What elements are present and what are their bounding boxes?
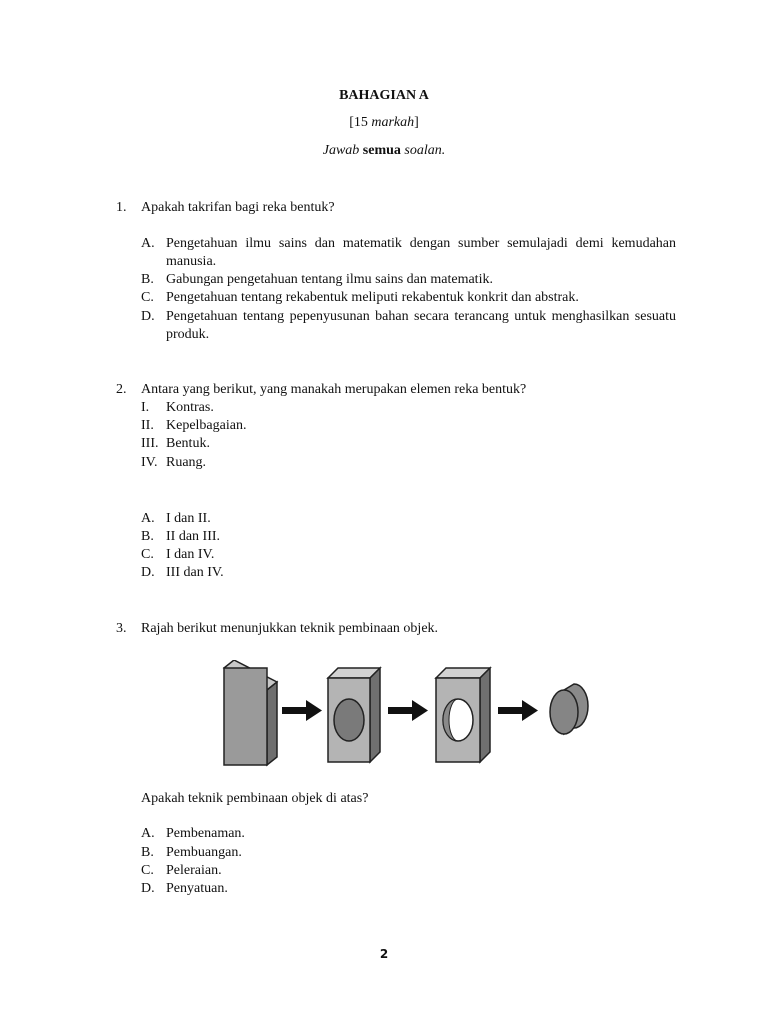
q3-option-c: [141, 862, 676, 880]
option-label: D.: [141, 565, 155, 580]
option-label: A.: [141, 511, 155, 526]
q2-item-i: I. Kontras.: [141, 400, 214, 415]
section-marks: [15 markah]: [349, 115, 419, 130]
option-text: II dan III.: [166, 529, 221, 544]
q3-text: Rajah berikut menunjukkan teknik pembinaan objek.: [141, 621, 439, 636]
option-text: I dan IV.: [166, 547, 215, 562]
q1-option-c: [141, 289, 676, 307]
option-text: Pembuangan.: [166, 845, 242, 860]
q2-text: Antara yang berikut, yang manakah merupakan elemen reka bentuk?: [141, 382, 527, 397]
option-text: Pembenaman.: [166, 826, 245, 841]
page-number: 2: [379, 947, 389, 961]
option-text: Pengetahuan ilmu sains dan matematik dengan sumber semulajadi demi kemudahan manusia.: [166, 236, 676, 269]
arrow-2-icon: [388, 700, 428, 721]
option-label: C.: [141, 863, 154, 878]
option-label: D.: [141, 309, 155, 324]
q3-option-d: [141, 880, 676, 898]
q3-question: Apakah teknik pembinaan objek di atas?: [141, 791, 369, 806]
option-label: B.: [141, 529, 154, 544]
disc-shape: [550, 684, 588, 734]
option-label: C.: [141, 290, 154, 305]
section-title: BAHAGIAN A: [339, 88, 429, 103]
q2-option-b: [141, 528, 676, 546]
q1-option-d: [141, 308, 676, 344]
option-text: I dan II.: [166, 511, 211, 526]
q2-option-a: [141, 510, 676, 528]
option-text: III dan IV.: [166, 565, 224, 580]
q2-option-d: [141, 564, 676, 582]
option-label: A.: [141, 236, 155, 251]
q2-item-iv: IV. Ruang.: [141, 455, 207, 470]
q3-option-b: [141, 844, 676, 862]
section-instruction: Jawab semua soalan.: [322, 143, 446, 158]
option-label: D.: [141, 881, 155, 896]
q2-number: 2.: [116, 382, 127, 397]
option-text: Gabungan pengetahuan tentang ilmu sains dan matematik.: [166, 272, 493, 287]
option-text: Penyatuan.: [166, 881, 228, 896]
option-text: Pengetahuan tentang rekabentuk meliputi rekabentuk konkrit dan abstrak.: [166, 290, 579, 305]
q1-option-a: [141, 235, 676, 271]
q3-option-a: [141, 825, 676, 843]
option-text: Peleraian.: [166, 863, 222, 878]
hollow-block-shape: [436, 668, 490, 762]
q1-number: 1.: [116, 200, 127, 215]
option-label: C.: [141, 547, 154, 562]
q2-item-ii: II. Kepelbagaian.: [141, 418, 247, 433]
arrow-1-icon: [282, 700, 322, 721]
construction-technique-figure: [212, 660, 612, 770]
q3-number: 3.: [116, 621, 127, 636]
option-text: Pengetahuan tentang pepenyusunan bahan secara terancang untuk menghasilkan sesuatu produk.: [166, 309, 676, 342]
marked-block-shape: [328, 668, 380, 762]
solid-block-shape: [224, 660, 277, 765]
q2-option-c: [141, 546, 676, 564]
option-label: B.: [141, 272, 154, 287]
q1-text: Apakah takrifan bagi reka bentuk?: [141, 200, 335, 215]
q1-option-b: [141, 271, 676, 289]
q2-item-iii: III. Bentuk.: [141, 436, 210, 451]
option-label: B.: [141, 845, 154, 860]
option-label: A.: [141, 826, 155, 841]
arrow-3-icon: [498, 700, 538, 721]
